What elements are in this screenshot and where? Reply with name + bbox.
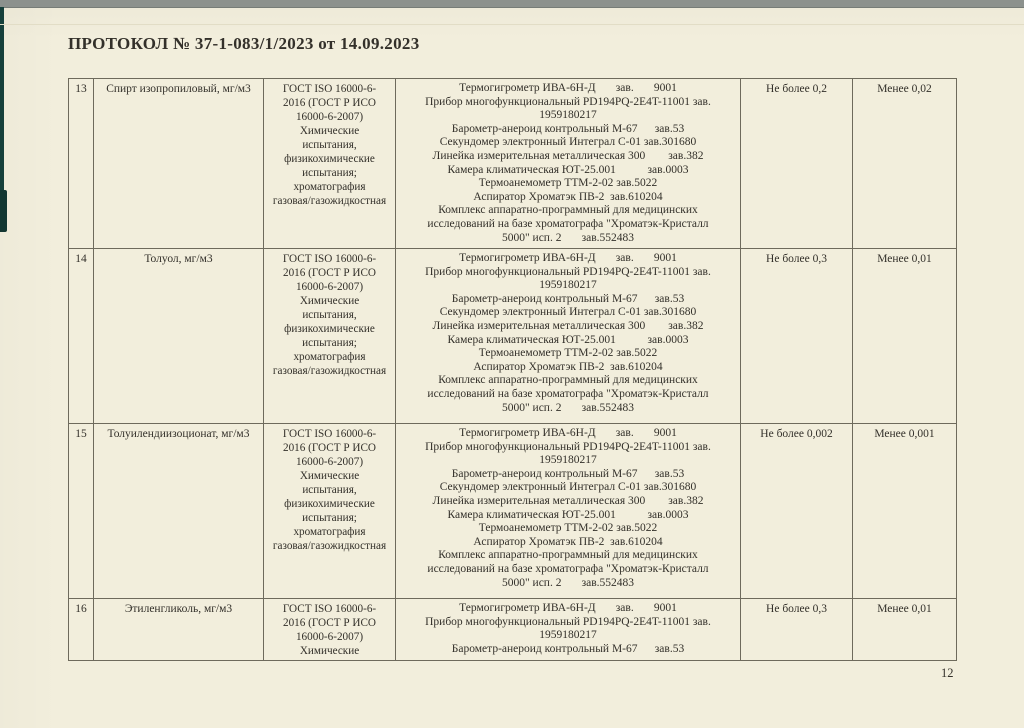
equipment-line: Прибор многофункциональный PD194PQ-2E4T-11001 зав. [425,615,711,628]
equipment-line: Барометр-анероид контрольный М-67 зав.53 [451,292,685,305]
equipment-line: Термогигрометр ИВА-6Н-Д зав. 9001 [459,252,677,264]
cell-substance: Толуилендиизоционат, мг/м3 [94,424,264,599]
table-row [69,249,957,424]
equipment-line: 5000" исп. 2 зав.552483 [501,401,635,414]
equipment-line: Аспиратор Хроматэк ПВ-2 зав.610204 [473,190,663,203]
method-line: 2016 (ГОСТ Р ИСО [282,442,377,454]
equipment-line: Прибор многофункциональный PD194PQ-2E4T-11001 зав. [425,265,711,278]
equipment-line: Камера климатическая ЮТ-25.001 зав.0003 [447,163,689,176]
equipment-line: Аспиратор Хроматэк ПВ-2 зав.610204 [473,360,663,373]
equipment-line: Секундомер электронный Интеграл С-01 зав.301680 [439,306,697,319]
method-line: ГОСТ ISO 16000-6- [282,83,377,95]
cell-method [264,599,396,661]
equipment-line: Прибор многофункциональный PD194PQ-2E4T-11001 зав. [425,440,711,453]
cell-equipment [396,79,741,249]
cell-row-number: 16 [69,599,94,661]
cell-method [264,424,396,599]
equipment-line: Комплекс аппаратно-программный для медицинских [438,204,698,217]
method-line: физикохимические [284,153,375,165]
equipment-line: Термоанемометр ТТМ-2-02 зав.5022 [478,177,658,190]
cell-substance: Этиленгликоль, мг/м3 [94,599,264,661]
method-line: испытания; [302,167,357,179]
equipment-line: Секундомер электронный Интеграл С-01 зав.301680 [439,136,697,149]
scan-edge-top [0,0,1024,8]
equipment-line: исследований на базе хроматографа "Хроматэк-Кристалл [427,217,709,230]
method-line: газовая/газожидкостная [272,540,387,552]
cell-result: Менее 0,02 [853,79,957,249]
method-line: ГОСТ ISO 16000-6- [282,428,377,440]
method-line: 2016 (ГОСТ Р ИСО [282,617,377,629]
equipment-line: Термоанемометр ТТМ-2-02 зав.5022 [478,347,658,360]
method-line: Химические [299,125,360,137]
cell-norm: Не более 0,3 [741,249,853,424]
method-line: испытания, [302,484,357,496]
method-line: ГОСТ ISO 16000-6- [282,603,377,615]
method-line: испытания; [302,337,357,349]
equipment-line: Прибор многофункциональный PD194PQ-2E4T-11001 зав. [425,95,711,108]
equipment-line: исследований на базе хроматографа "Хроматэк-Кристалл [427,562,709,575]
method-line: 16000-6-2007) [295,631,364,643]
cell-norm: Не более 0,2 [741,79,853,249]
equipment-line: Линейка измерительная металлическая 300 зав.382 [432,149,704,162]
cell-row-number: 14 [69,249,94,424]
method-line: 16000-6-2007) [295,456,364,468]
method-line: Химические [299,645,360,657]
equipment-line: Секундомер электронный Интеграл С-01 зав.301680 [439,481,697,494]
method-line: хроматография [293,526,366,538]
cell-norm: Не более 0,3 [741,599,853,661]
cell-substance: Толуол, мг/м3 [94,249,264,424]
equipment-line: Барометр-анероид контрольный М-67 зав.53 [451,642,685,655]
equipment-line: Аспиратор Хроматэк ПВ-2 зав.610204 [473,535,663,548]
equipment-line: исследований на базе хроматографа "Хроматэк-Кристалл [427,387,709,400]
results-table [68,78,957,661]
equipment-line: Термоанемометр ТТМ-2-02 зав.5022 [478,522,658,535]
cell-result: Менее 0,01 [853,249,957,424]
table-row [69,599,957,661]
equipment-line: Комплекс аппаратно-программный для медицинских [438,374,698,387]
cell-row-number: 15 [69,424,94,599]
equipment-line: Комплекс аппаратно-программный для медицинских [438,549,698,562]
method-line: физикохимические [284,323,375,335]
cell-equipment [396,249,741,424]
cell-row-number: 13 [69,79,94,249]
method-line: 2016 (ГОСТ Р ИСО [282,267,377,279]
cell-result: Менее 0,01 [853,599,957,661]
equipment-line: 5000" исп. 2 зав.552483 [501,576,635,589]
method-line: испытания, [302,139,357,151]
equipment-line: Линейка измерительная металлическая 300 зав.382 [432,494,704,507]
method-line: ГОСТ ISO 16000-6- [282,253,377,265]
equipment-line: 1959180217 [539,454,597,467]
method-line: газовая/газожидкостная [272,365,387,377]
equipment-line: Линейка измерительная металлическая 300 зав.382 [432,319,704,332]
table-row [69,424,957,599]
equipment-line: 5000" исп. 2 зав.552483 [501,231,635,244]
equipment-line: 1959180217 [539,279,597,292]
equipment-line: 1959180217 [539,629,597,642]
equipment-line: Барометр-анероид контрольный М-67 зав.53 [451,467,685,480]
cell-equipment [396,424,741,599]
table-row [69,79,957,249]
method-line: Химические [299,295,360,307]
equipment-line: Термогигрометр ИВА-6Н-Д зав. 9001 [459,427,677,439]
method-line: 16000-6-2007) [295,281,364,293]
scan-fold-line [0,24,1024,25]
method-line: 2016 (ГОСТ Р ИСО [282,97,377,109]
equipment-line: Термогигрометр ИВА-6Н-Д зав. 9001 [459,82,677,94]
scan-edge-left-blob [0,190,7,232]
method-line: 16000-6-2007) [295,111,364,123]
method-line: хроматография [293,351,366,363]
equipment-line: Барометр-анероид контрольный М-67 зав.53 [451,122,685,135]
cell-norm: Не более 0,002 [741,424,853,599]
cell-result: Менее 0,001 [853,424,957,599]
equipment-line: Камера климатическая ЮТ-25.001 зав.0003 [447,508,689,521]
document-title: ПРОТОКОЛ № 37-1-083/1/2023 от 14.09.2023 [68,34,420,53]
cell-method [264,249,396,424]
method-line: газовая/газожидкостная [272,195,387,207]
cell-method [264,79,396,249]
equipment-line: Термогигрометр ИВА-6Н-Д зав. 9001 [459,602,677,614]
method-line: физикохимические [284,498,375,510]
cell-substance: Спирт изопропиловый, мг/м3 [94,79,264,249]
method-line: испытания; [302,512,357,524]
table-body [69,79,957,661]
cell-equipment [396,599,741,661]
page-number: 12 [941,666,954,680]
method-line: испытания, [302,309,357,321]
method-line: хроматография [293,181,366,193]
equipment-line: 1959180217 [539,109,597,122]
method-line: Химические [299,470,360,482]
equipment-line: Камера климатическая ЮТ-25.001 зав.0003 [447,333,689,346]
